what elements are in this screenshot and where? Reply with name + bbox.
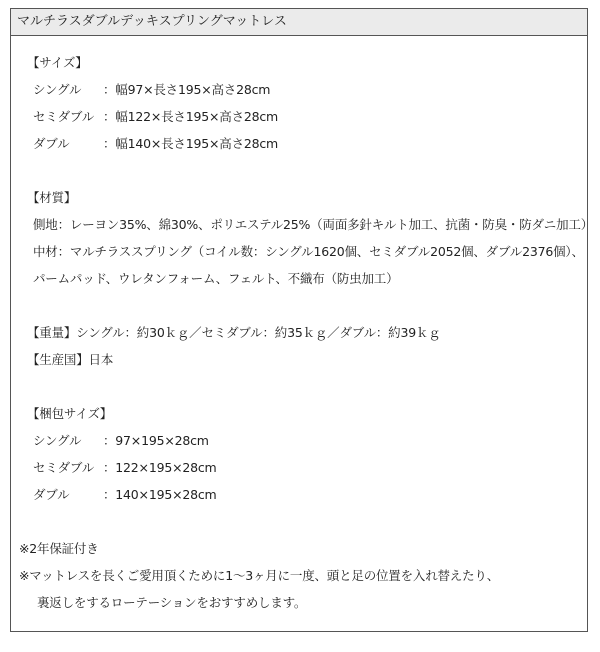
origin-heading: 【生産国】 — [27, 352, 89, 367]
weight-line — [27, 325, 441, 341]
origin-line — [27, 352, 113, 368]
size-row-double — [33, 136, 278, 152]
material-inner: 中材：マルチラススプリング（コイル数：シングル1620個、セミダブル2052個、ダブル2376個）、 — [33, 244, 584, 259]
size-row-single — [33, 82, 270, 98]
rotation-note: ※マットレスを長くご愛用頂くために1～3ヶ月に一度、頭と足の位置を入れ替えたり、 — [19, 568, 500, 583]
product-title: マルチラスダブルデッキスプリングマットレス — [11, 9, 587, 36]
package-row-single — [33, 433, 209, 449]
package-heading: 【梱包サイズ】 — [27, 406, 113, 421]
package-label: シングル — [33, 433, 82, 448]
weight-heading: 【重量】 — [27, 325, 77, 340]
size-heading: 【サイズ】 — [27, 55, 88, 70]
package-value: ：140×195×28cm — [103, 487, 217, 502]
package-row-double — [33, 487, 217, 503]
size-label: セミダブル — [33, 109, 95, 124]
size-value: ：幅122×長さ195×高さ28cm — [103, 109, 279, 124]
warranty-note: ※2年保証付き — [19, 541, 99, 556]
package-label: ダブル — [33, 487, 70, 502]
weight-text: シングル：約30ｋｇ／セミダブル：約35ｋｇ／ダブル：約39ｋｇ — [76, 325, 441, 340]
product-spec-box — [10, 8, 594, 632]
package-row-semi-double — [33, 460, 217, 476]
origin-text: 日本 — [88, 352, 114, 367]
package-label: セミダブル — [33, 460, 95, 475]
material-side: 側地：レーヨン35%、綿30%、ポリエステル25%（両面多針キルト加工、抗菌・防臭・防ダニ加工） — [33, 217, 594, 232]
size-label: ダブル — [33, 136, 70, 151]
material-inner-cont: パームパッド、ウレタンフォーム、フェルト、不織布（防虫加工） — [33, 271, 399, 286]
package-value: ：122×195×28cm — [103, 460, 217, 475]
size-value: ：幅97×長さ195×高さ28cm — [103, 82, 271, 97]
material-heading: 【材質】 — [27, 190, 77, 205]
size-label: シングル — [33, 82, 82, 97]
size-value: ：幅140×長さ195×高さ28cm — [103, 136, 279, 151]
size-row-semi-double — [33, 109, 278, 125]
rotation-note-cont: 裏返しをするローテーションをおすすめします。 — [37, 595, 307, 610]
package-value: ：97×195×28cm — [103, 433, 209, 448]
